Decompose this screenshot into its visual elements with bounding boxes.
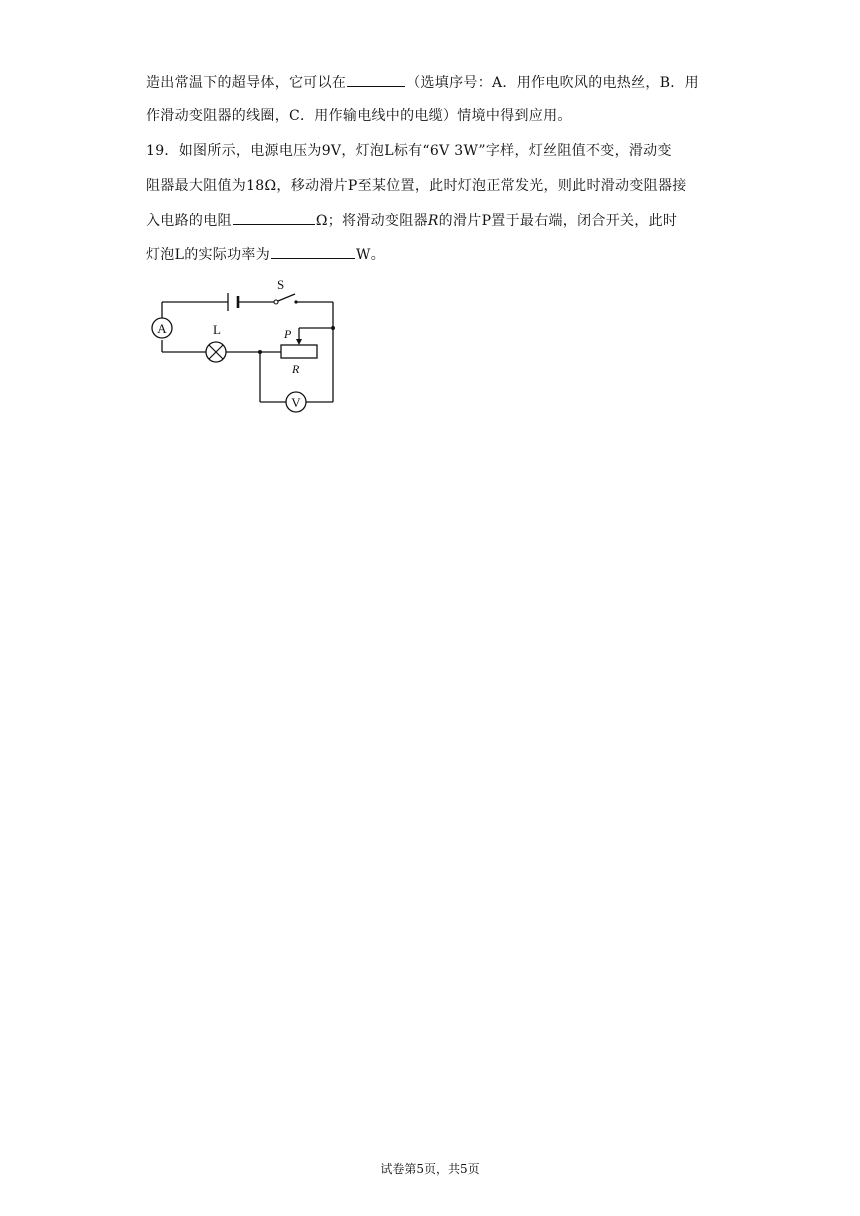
q18-line-2: 作滑动变阻器的线圈，C．用作输电线中的电缆）情境中得到应用。: [146, 108, 572, 124]
q19-text-4b: W。: [356, 247, 385, 263]
q18-text-1a: 造出常温下的超导体，它可以在: [146, 75, 347, 91]
q19-text-3b: Ω；将滑动变阻器: [315, 213, 428, 229]
q19-text-3a: 入电路的电阻: [146, 213, 232, 229]
lamp-label: L: [213, 322, 221, 337]
q19-line-1: 19．如图所示，电源电压为9V，灯泡L标有“6V 3W”字样，灯丝阻值不变，滑动变: [146, 143, 672, 159]
voltmeter-symbol: [286, 392, 306, 412]
q18-line-1: [146, 72, 726, 93]
rheostat-label: R: [292, 362, 300, 376]
q19-text-4a: 灯泡L的实际功率为: [146, 247, 270, 263]
switch-symbol: [274, 277, 298, 304]
page-footer: 试卷第5页，共5页: [380, 1162, 480, 1176]
ammeter-label: A: [157, 321, 167, 336]
battery-symbol: [228, 293, 238, 311]
q19-text-3c: 的滑片P置于最右端，闭合开关，此时: [438, 213, 678, 229]
switch-label: S: [277, 277, 285, 292]
q18-answer-blank[interactable]: [347, 72, 405, 87]
q19-line-2: 阻器最大阻值为18Ω，移动滑片P至某位置，此时灯泡正常发光，则此时滑动变阻器接: [146, 178, 687, 194]
q19-answer-blank-1[interactable]: [233, 210, 315, 225]
slider-label: P: [284, 327, 292, 341]
ammeter-symbol: [152, 318, 172, 338]
junction-dot-right: [331, 326, 335, 330]
circuit-diagram: [140, 272, 360, 417]
q19-line-3: [146, 210, 726, 231]
q19-rheostat-symbol: R: [427, 213, 439, 229]
lamp-symbol: [206, 322, 226, 362]
q18-text-1b: （选填序号：A．用作电吹风的电热丝，B．用: [406, 75, 699, 91]
q19-line-4: [146, 244, 726, 265]
q19-answer-blank-2[interactable]: [271, 244, 355, 259]
junction-dot-left: [258, 350, 262, 354]
voltmeter-label: V: [291, 395, 301, 410]
